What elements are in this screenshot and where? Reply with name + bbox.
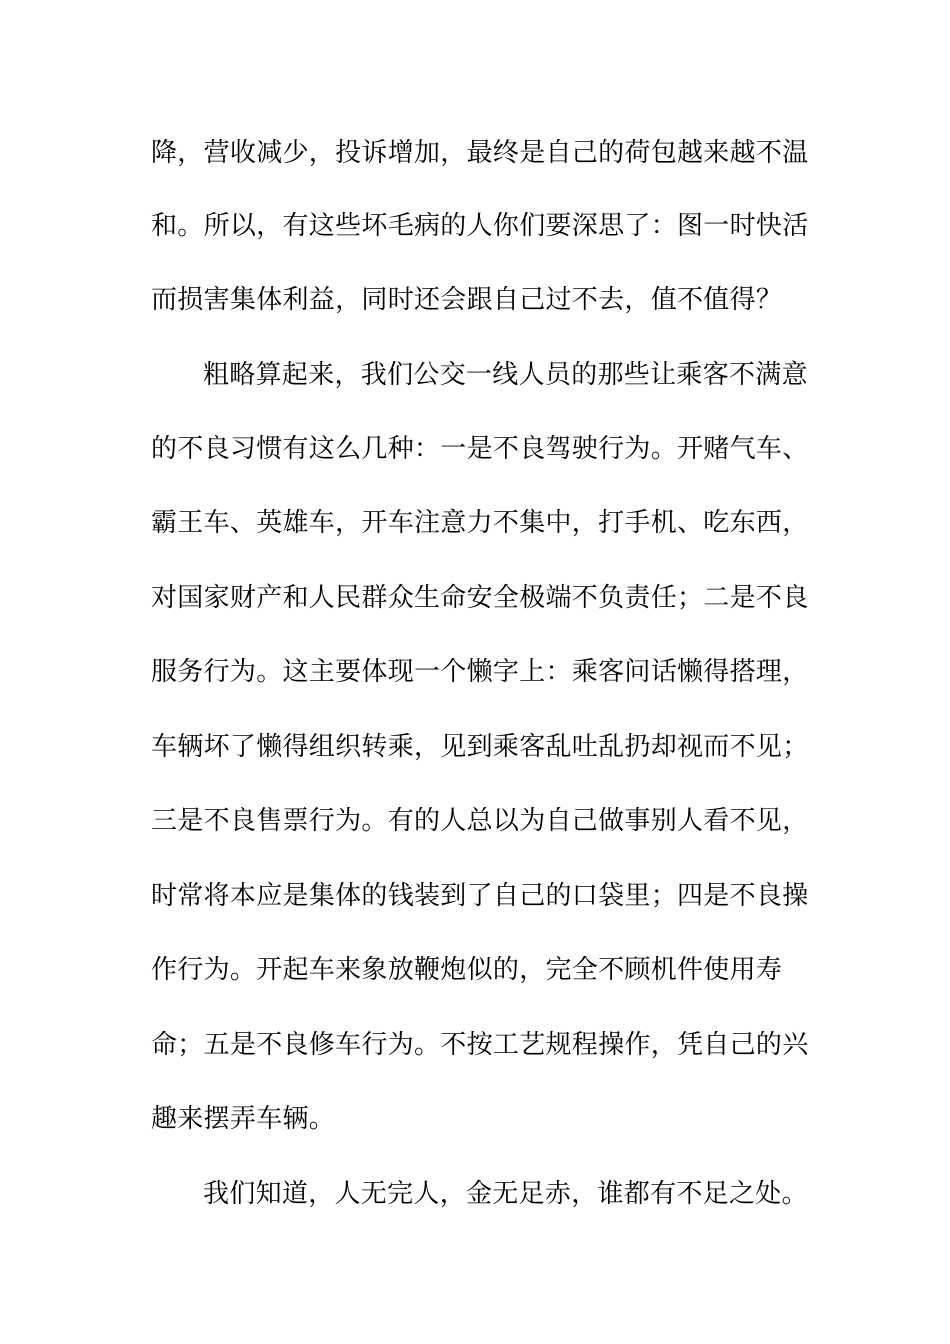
text-line: 对国家财产和人民群众生命安全极端不负责任；二是不良 [151,583,809,613]
text-line: 降，营收减少，投诉增加，最终是自己的荷包越来越不温 [151,138,809,168]
paragraph-start-line: 我们知道，人无完人，金无足赤，谁都有不足之处。 [203,1179,808,1209]
text-line: 作行为。开起车来象放鞭炮似的，完全不顾机件使用寿 [151,955,783,985]
text-line: 和。所以，有这些坏毛病的人你们要深思了：图一时快活 [151,211,809,241]
text-line: 时常将本应是集体的钱装到了自己的口袋里；四是不良操 [151,881,809,911]
text-line: 命；五是不良修车行为。不按工艺规程操作，凭自己的兴 [151,1030,809,1060]
text-line: 而损害集体利益，同时还会跟自己过不去，值不值得？ [151,285,783,315]
paragraph-start-line: 粗略算起来，我们公交一线人员的那些让乘客不满意 [203,360,808,390]
text-line: 三是不良售票行为。有的人总以为自己做事别人看不见， [151,806,809,836]
text-line: 的不良习惯有这么几种：一是不良驾驶行为。开赌气车、 [151,434,809,464]
text-line: 霸王车、英雄车，开车注意力不集中，打手机、吃东西， [151,508,809,538]
text-line: 趣来摆弄车辆。 [151,1104,336,1134]
text-line: 车辆坏了懒得组织转乘，见到乘客乱吐乱扔却视而不见； [151,732,809,762]
text-line: 服务行为。这主要体现一个懒字上：乘客问话懒得搭理， [151,657,809,687]
